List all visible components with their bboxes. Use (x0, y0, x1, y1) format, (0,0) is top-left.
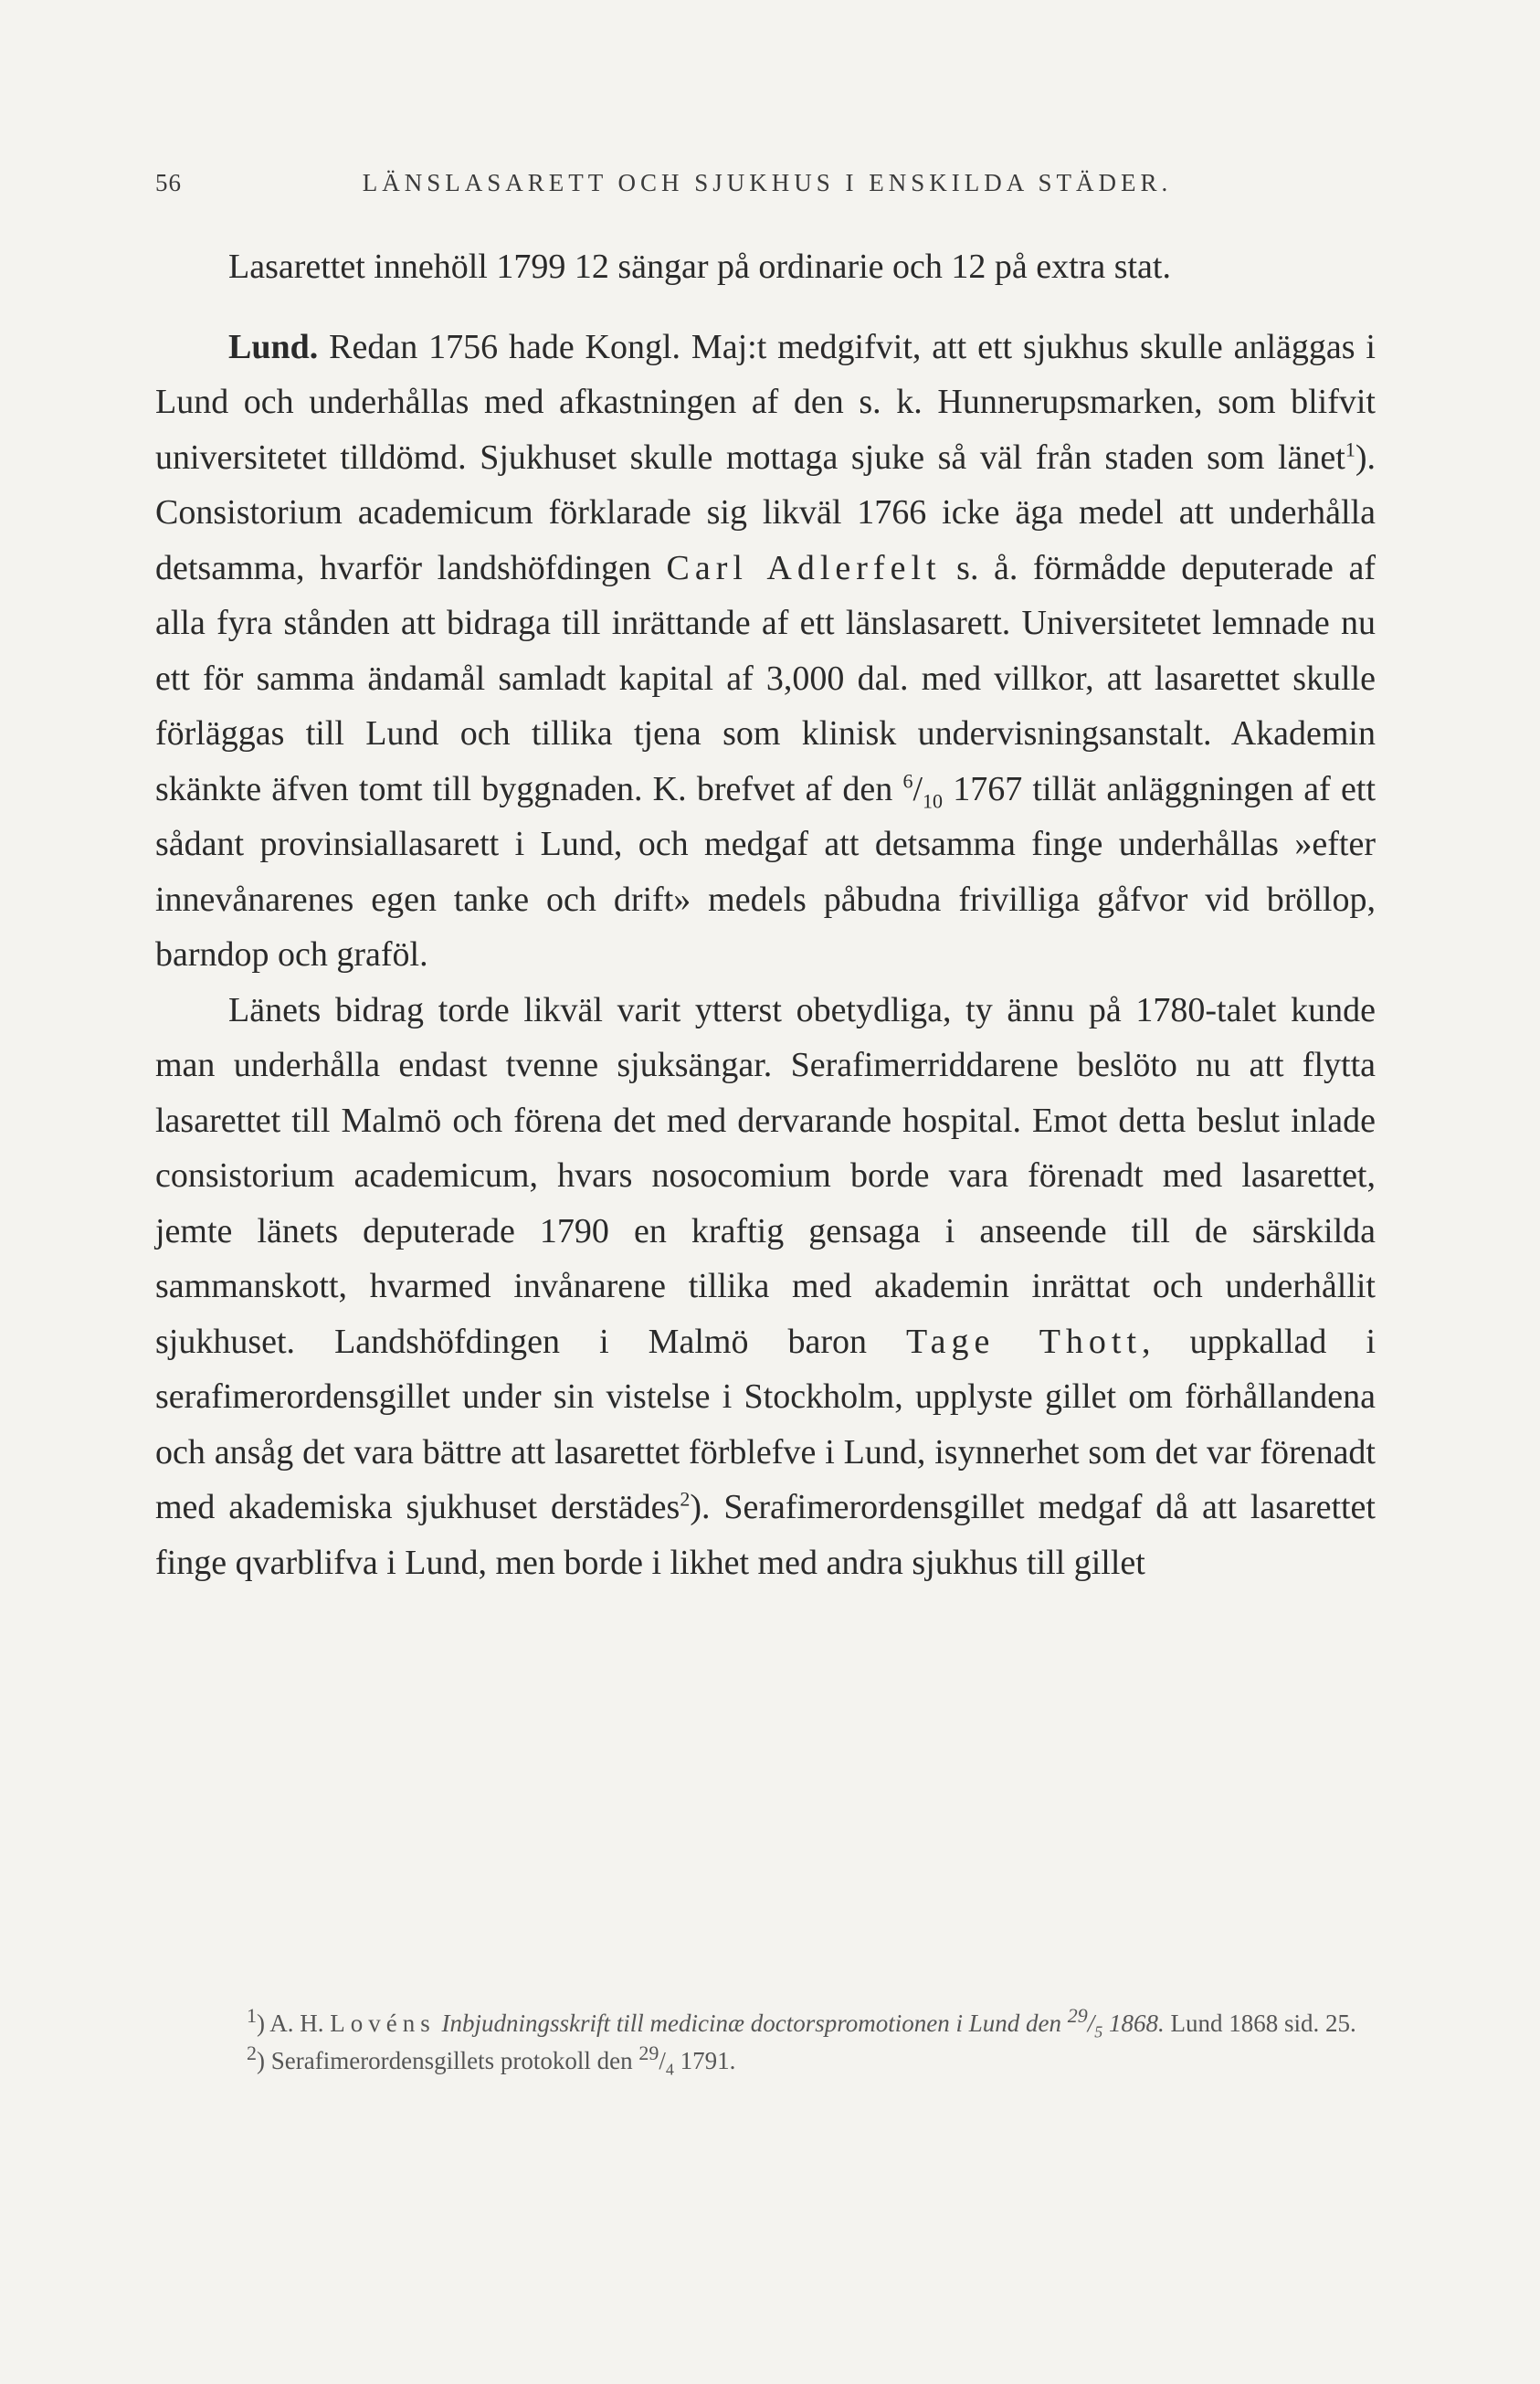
footnote: $^1$) A. H. Lovéns Inbjudningsskrift till medicinæ doctorspromotionen i Lund den $^{29}/_5$ 1868. Lund 1868 sid. 25. (247, 2004, 1356, 2041)
footnote-title: Inbjudningsskrift till medicinæ doctorspromotionen i Lund den (435, 2010, 1068, 2037)
footnote-year: 1868. (1102, 2010, 1165, 2037)
paragraph-text: . Serafimerordensgillet medgaf då att lasarettet finge qvarblifva i Lund, men borde i likhet med andra sjukhus till gillet (155, 1488, 1376, 1582)
paragraph-text: Länets bidrag torde likväl varit ytterst obetydliga, ty ännu på 1780-talet kunde man underhålla endast tvenne sjuksängar. Serafimerriddarene beslöto nu att flytta lasarettet till Malmö och förena det med dervarande hospital. Emot detta beslut inlade consistorium academicum, hvars nosocomium borde vara förenadt med lasarettet, jemte länets deputerade 1790 en kraftig gensaga i anseende till de särskilda sammanskott, hvarmed invånarene tillika med akademin inrättat och underhållit sjukhuset. Landshöfdingen i Malmö baron (155, 990, 1376, 1361)
footnote-mark: 1 (247, 2004, 257, 2027)
footnote-date-num: 29 (638, 2041, 659, 2064)
section-heading-lund: Lund. (228, 327, 319, 366)
footnote-date-den: 4 (665, 2060, 674, 2079)
footnote: $^2$) Serafimerordensgillets protokoll den $^{29}/_4$ 1791. (247, 2041, 736, 2079)
person-name: Tage Thott (906, 1322, 1143, 1361)
running-title: LÄNSLASARETT OCH SJUKHUS I ENSKILDA STÄDER. (362, 169, 1173, 196)
paragraph-text: . Consistorium academicum förklarade sig likväl 1766 icke äga medel att underhålla detsamma, hvarför landshöfdingen (155, 438, 1376, 587)
person-name: Carl Adlerfelt (666, 548, 942, 587)
footnotes (155, 2005, 1376, 2080)
main-text (155, 239, 1376, 1590)
paragraph: Länets bidrag torde likväl varit ytterst obetydliga, ty ännu på 1780-talet kunde man underhålla endast tvenne sjuksängar. Serafimerriddarene beslöto nu att flytta lasarettet till Malmö och förena det med dervarande hospital. Emot detta beslut inlade consistorium academicum, hvars nosocomium borde vara förenadt med lasarettet, jemte länets deputerade 1790 en kraftig gensaga i anseende till de särskilda sammanskott, hvarmed invånarene tillika med akademin inrättat och underhållit sjukhuset. Landshöfdingen i Malmö baron Tage Thott, uppkallad i serafimerordensgillet under sin vistelse i Stockholm, upplyste gillet om förhållandena och ansåg det vara bättre att lasarettet förblefve i Lund, isynnerhet som det var förenadt med akademiska sjukhuset derstädes$^2$). Serafimerordensgillet medgaf då att lasarettet finge qvarblifva i Lund, men borde i likhet med andra sjukhus till gillet (155, 990, 1376, 1582)
paragraph: Lund. Redan 1756 hade Kongl. Maj:t medgifvit, att ett sjukhus skulle anläggas i Lund och underhållas med afkastningen af den s. k. Hunnerupsmarken, som blifvit universitetet tilldömd. Sjukhuset skulle mottaga sjuke så väl från staden som länet$^1$). Consistorium academicum förklarade sig likväl 1766 icke äga medel att underhålla detsamma, hvarför landshöfdingen Carl Adlerfelt s. å. förmådde deputerade af alla fyra stånden att bidraga till inrättande af ett länslasarett. Universitetet lemnade nu ett för samma ändamål samladt kapital af 3,000 dal. med villkor, att lasarettet skulle förläggas till Lund och tillika tjena som klinisk undervisningsanstalt. Akademin skänkte äfven tomt till byggnaden. K. brefvet af den $^6/_{10}$ 1767 tillät anläggningen af ett sådant provinsiallasarett i Lund, och medgaf att detsamma finge underhållas »efter innevånarenes egen tanke och drift» medels påbudna frivilliga gåfvor vid bröllop, barndop och graföl. (155, 327, 1377, 974)
paragraph-text: 1767 tillät anläggningen af ett sådant provinsiallasarett i Lund, och medgaf att detsamma finge underhållas »efter innevånarenes egen tanke och drift» medels påbudna frivilliga gåfvor vid bröllop, barndop och graföl. (155, 769, 1376, 974)
footnote-date-num: 29 (1067, 2004, 1088, 2027)
page-header (155, 169, 1379, 197)
paragraph (155, 239, 1376, 295)
footnote-text: Lund 1868 sid. 25. (1164, 2010, 1356, 2037)
page-number: 56 (155, 169, 182, 196)
footnote-text: ) A. H. (257, 2010, 331, 2037)
date-fraction-num: 6 (902, 768, 913, 792)
footnote-text: ) Serafimerordensgillets protokoll den (257, 2047, 639, 2074)
footnote-text: 1791. (673, 2047, 736, 2074)
footnote-ref: 1 (1345, 437, 1355, 460)
footnote-mark: 2 (247, 2041, 257, 2064)
paragraph-text: , uppkallad i serafimerordensgillet under sin vistelse i Stockholm, upplyste gillet om förhållandena och ansåg det vara bättre att lasarettet förblefve i Lund, isynnerhet som det var förenadt med akademiska sjukhuset derstädes (155, 1322, 1376, 1526)
paragraph-text: Lasarettet innehöll 1799 12 sängar på ordinarie och 12 på extra stat. (228, 248, 1171, 286)
footnote-date-den: 5 (1094, 2022, 1103, 2041)
date-fraction-den: 10 (923, 789, 944, 813)
footnote-author: Lovéns (330, 2010, 436, 2037)
paragraph-text: s. å. förmådde deputerade af alla fyra stånden att bidraga till inrättande af ett länslasarett. Universitetet lemnade nu ett för samma ändamål samladt kapital af 3,000 dal. med villkor, att lasarettet skulle förläggas till Lund och tillika tjena som klinisk undervisningsanstalt. Akademin skänkte äfven tomt till byggnaden. K. brefvet af den (155, 548, 1377, 808)
paragraph-text: Redan 1756 hade Kongl. Maj:t medgifvit, att ett sjukhus skulle anläggas i Lund och underhållas med afkastningen af den s. k. Hunnerupsmarken, som blifvit universitetet tilldömd. Sjukhuset skulle mottaga sjuke så väl från staden som länet (155, 327, 1376, 477)
footnote-ref: 2 (680, 1487, 691, 1511)
